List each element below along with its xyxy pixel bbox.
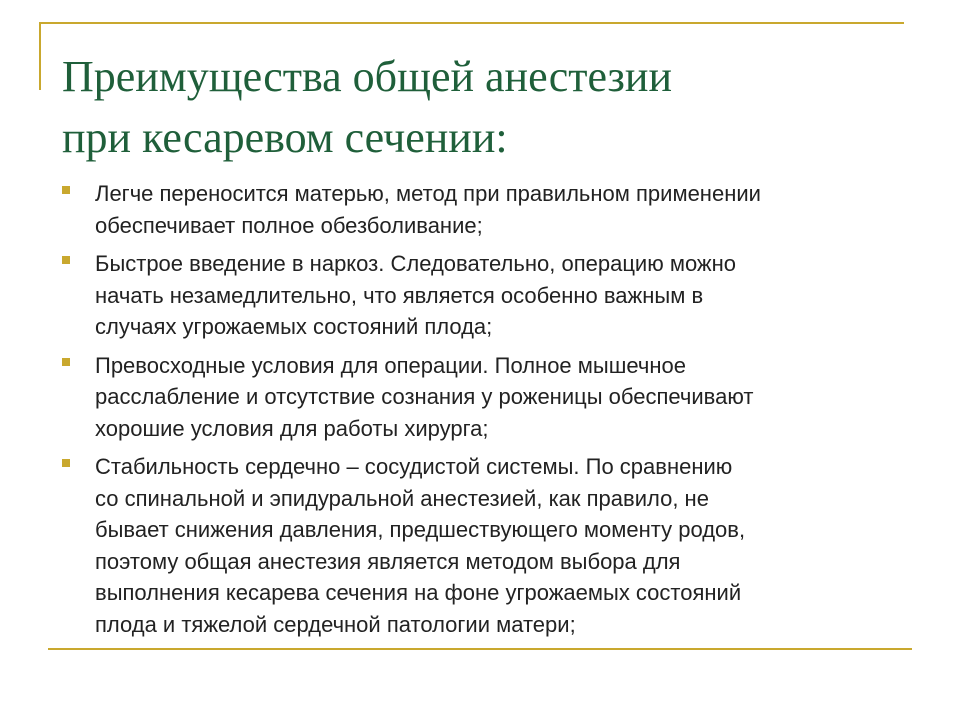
bullet-line: выполнения кесарева сечения на фоне угрожаемых состояний [95, 580, 742, 605]
frame-bottom-border [48, 648, 912, 650]
bullet-square-icon [62, 358, 70, 366]
bullet-line: хорошие условия для работы хирурга; [95, 415, 489, 441]
frame-top-border [39, 22, 904, 24]
bullet-line: расслабление и отсутствие сознания у роженицы обеспечивают [95, 384, 754, 409]
frame-left-border [39, 22, 41, 90]
bullet-item-4 [62, 451, 912, 640]
bullet-line: Превосходные условия для операции. Полное мышечное [95, 352, 686, 378]
bullet-item-3 [62, 350, 912, 445]
bullet-line: начать незамедлительно, что является особенно важным в [95, 282, 704, 308]
slide-title [62, 46, 922, 168]
bullet-line: Быстрое введение в наркоз. Следовательно, операцию можно [95, 251, 737, 276]
bullet-line: плода и тяжелой сердечной патологии матери; [95, 611, 576, 637]
bullet-line: случаях угрожаемых состояний плода; [95, 314, 493, 339]
bullet-line: со спинальной и эпидуральной анестезией, как правило, не [95, 485, 709, 511]
bullet-line: обеспечивает полное обезболивание; [95, 212, 483, 238]
bullet-square-icon [62, 256, 70, 264]
bullet-item-1 [62, 178, 912, 241]
slide-title-line-2: при кесаревом сечении: [62, 113, 508, 162]
bullet-square-icon [62, 459, 70, 467]
bullet-list [62, 178, 912, 640]
slide-title-line-1: Преимущества общей анестезии [62, 52, 673, 101]
bullet-line: Стабильность сердечно – сосудистой системы. По сравнению [95, 454, 733, 479]
bullet-line: поэтому общая анестезия является методом выбора для [95, 548, 681, 574]
bullet-item-2 [62, 248, 912, 343]
bullet-line: бывает снижения давления, предшествующего моменту родов, [95, 517, 746, 542]
bullet-square-icon [62, 186, 70, 194]
bullet-line: Легче переносится матерью, метод при правильном применении [95, 181, 761, 206]
